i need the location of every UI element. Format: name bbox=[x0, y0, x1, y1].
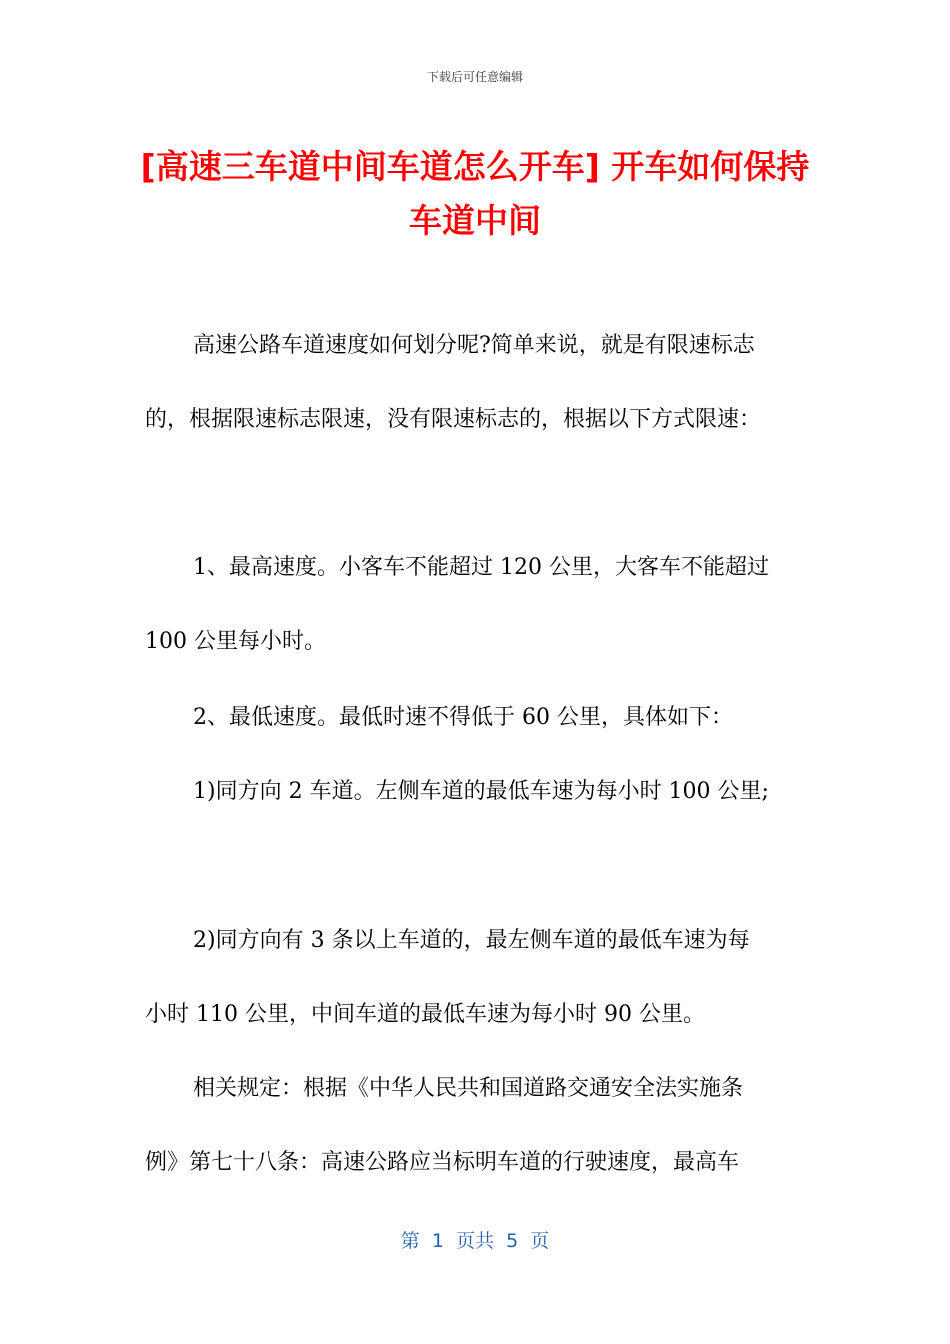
paragraph-line: 相关规定：根据《中华人民共和国道路交通安全法实施条 bbox=[193, 1076, 744, 1101]
paragraph-line: 2、最低速度。最低时速不得低于 60 公里，具体如下： bbox=[193, 705, 733, 730]
paragraph-line: 1)同方向 2 车道。左侧车道的最低车速为每小时 100 公里; bbox=[193, 779, 769, 804]
paragraph-line: 100 公里每小时。 bbox=[145, 629, 326, 654]
paragraph-line: 1、最高速度。小客车不能超过 120 公里，大客车不能超过 bbox=[193, 555, 769, 580]
paragraph-line: 高速公路车道速度如何划分呢?简单来说，就是有限速标志 bbox=[193, 333, 755, 358]
paragraph-line: 小时 110 公里，中间车道的最低车速为每小时 90 公里。 bbox=[145, 1002, 705, 1027]
document-title: [高速三车道中间车道怎么开车] 开车如何保持车道中间 bbox=[140, 147, 810, 240]
paragraph-line: 2)同方向有 3 条以上车道的，最左侧车道的最低车速为每 bbox=[193, 928, 750, 953]
paragraph-line: 的，根据限速标志限速，没有限速标志的，根据以下方式限速： bbox=[145, 407, 762, 432]
paragraph-line: 例》第七十八条：高速公路应当标明车道的行驶速度，最高车 bbox=[145, 1150, 740, 1175]
page-footer: 第 1 页共 5 页 bbox=[400, 1230, 550, 1252]
header-note: 下载后可任意编辑 bbox=[426, 70, 523, 84]
